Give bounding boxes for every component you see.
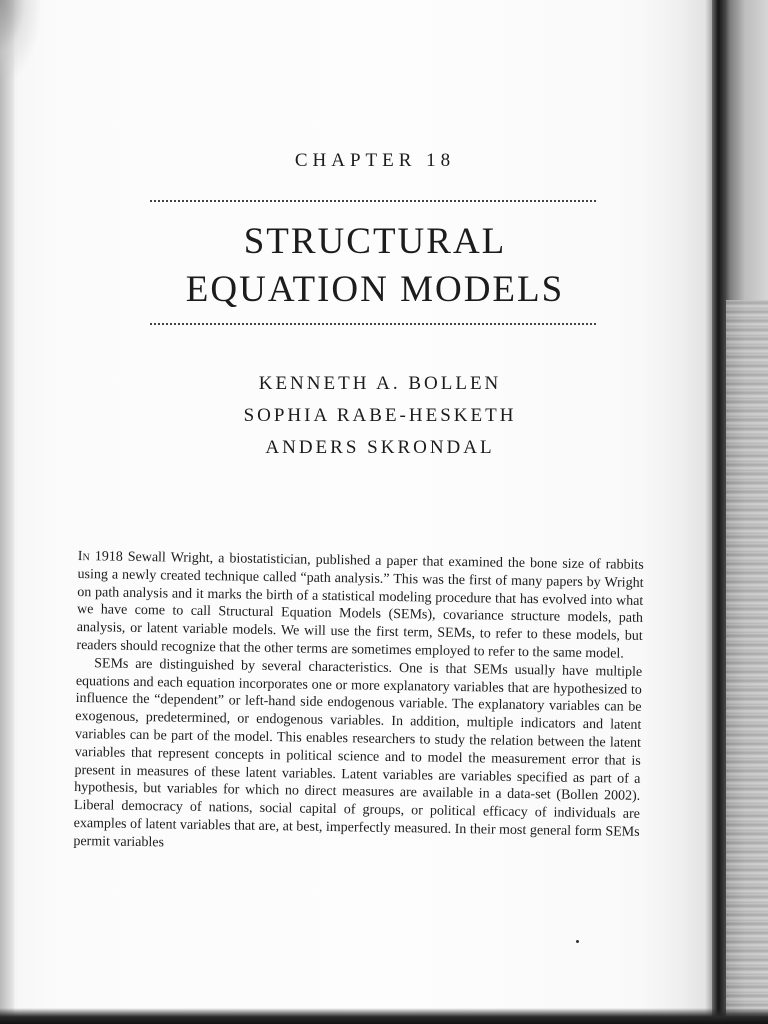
chapter-title-line-1: STRUCTURAL — [243, 221, 507, 262]
stray-mark — [576, 940, 579, 943]
author-name: SOPHIA RABE-HESKETH — [243, 405, 517, 426]
page-left-edge — [0, 0, 14, 1024]
chapter-title — [130, 218, 620, 314]
scan-shadow — [0, 0, 40, 80]
dotted-divider-bottom — [150, 323, 596, 325]
book-binding-edge — [712, 0, 726, 1024]
body-text — [73, 548, 644, 859]
paragraph — [76, 548, 644, 664]
paragraph: SEMs are distinguished by several characteristics. One is that SEMs usually have multiple equations and each equation incorporates one or more explanatory variables that are hypothesized to influence the “dependent” or left-hand side endogenous variable. The explanatory variables can be exogenous, predetermined, or endogenous variables. In addition, multiple indicators and latent variables can be part of the model. This enables researchers to study the relation between the latent variables that represent concepts in political science and to model the measurement error that is present in measures of these latent variables. Latent variables are variables specified as part of a hypothesis, but variables for which no direct measures are available in a data-set (Bollen 2002). Liberal democracy of nations, social capital of groups, or political efficacy of individuals are examples of latent variables that are, at best, imperfectly measured. In their most general form SEMs permit variables — [73, 656, 643, 851]
paragraph-text: 1918 Sewall Wright, a biostatistician, published a paper that examined the bone size of rabbits using a newly created technique called “path analysis.” This was the first of many papers by Wright on path analysis and it marks the birth of a statistical modeling procedure that has evolved into what we have come to call Structural Equation Models (SEMs), covariance structure models, path analysis, or latent variable models. We will use the first term, SEMs, to refer to these models, but readers should recognize that the other terms are sometimes employed to refer to the same model. — [76, 549, 644, 662]
page-edge-texture — [726, 300, 768, 1024]
chapter-title-line-2: EQUATION MODELS — [185, 269, 565, 310]
dotted-divider-top — [150, 200, 596, 202]
author-name: ANDERS SKRONDAL — [265, 437, 495, 458]
chapter-label: CHAPTER 18 — [294, 150, 456, 171]
paragraph-lead-word: In — [77, 548, 90, 565]
author-list — [150, 368, 610, 464]
author-name: KENNETH A. BOLLEN — [258, 373, 502, 394]
bottom-scan-shadow — [0, 1008, 768, 1024]
